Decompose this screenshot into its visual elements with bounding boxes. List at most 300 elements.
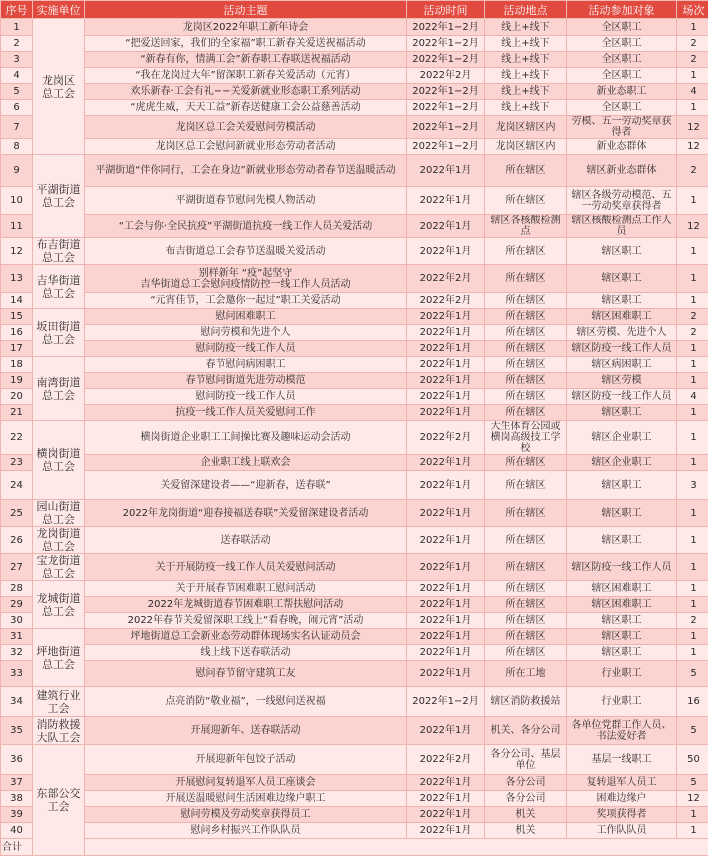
table-row [1, 527, 708, 554]
cell-place: 辖区消防救援站 [485, 687, 567, 717]
cell-count: 2 [677, 155, 708, 187]
cell-target: 辖区核酸检测点工作人员 [567, 215, 677, 238]
cell-time: 2022年2月 [407, 745, 485, 775]
cell-theme: 关爱留深建设者——“迎新春，送春联” [85, 471, 407, 500]
cell-place: 线上+线下 [485, 19, 567, 36]
cell-place: 龙岗区辖区内 [485, 116, 567, 139]
cell-count: 1 [677, 807, 708, 823]
cell-count: 4 [677, 389, 708, 405]
cell-seq: 3 [1, 52, 33, 68]
cell-seq: 18 [1, 357, 33, 373]
cell-seq: 6 [1, 100, 33, 116]
cell-theme: 抗疫一线工作人员关爱慰问工作 [85, 405, 407, 421]
cell-time: 2022年1−2月 [407, 36, 485, 52]
cell-count: 1 [677, 68, 708, 84]
cell-time: 2022年1月 [407, 155, 485, 187]
table-row [1, 389, 708, 405]
table-row [1, 357, 708, 373]
cell-time: 2022年1−2月 [407, 52, 485, 68]
cell-time: 2022年1−2月 [407, 687, 485, 717]
cell-theme: 平湖街道春节慰问先模人物活动 [85, 187, 407, 215]
cell-time: 2022年1月 [407, 309, 485, 325]
cell-seq: 39 [1, 807, 33, 823]
table-row [1, 775, 708, 791]
cell-target: 辖区劳模 [567, 373, 677, 389]
cell-target: 各单位党群工作人员、书法爱好者 [567, 717, 677, 745]
cell-place: 所在辖区 [485, 357, 567, 373]
cell-time: 2022年1月 [407, 613, 485, 629]
cell-place: 所在辖区 [485, 155, 567, 187]
cell-count: 2 [677, 309, 708, 325]
cell-unit: 南湾街道 总工会 [33, 357, 85, 421]
cell-place: 所在辖区 [485, 341, 567, 357]
cell-seq: 36 [1, 745, 33, 775]
cell-seq: 30 [1, 613, 33, 629]
cell-theme: 2022年春节关爱留深职工线上“看春晚，闹元宵”活动 [85, 613, 407, 629]
cell-target: 辖区职工 [567, 645, 677, 661]
cell-seq: 23 [1, 455, 33, 471]
cell-target: 新业态职工 [567, 84, 677, 100]
cell-count: 1 [677, 293, 708, 309]
table-row [1, 807, 708, 823]
cell-seq: 37 [1, 775, 33, 791]
cell-theme: 龙岗区总工会关爱慰问劳模活动 [85, 116, 407, 139]
cell-seq: 9 [1, 155, 33, 187]
cell-time: 2022年1月 [407, 373, 485, 389]
cell-place: 所在辖区 [485, 238, 567, 265]
cell-time: 2022年1月 [407, 629, 485, 645]
cell-count: 1 [677, 357, 708, 373]
cell-theme: 慰问困难职工 [85, 309, 407, 325]
cell-seq: 29 [1, 597, 33, 613]
cell-theme: 2022年龙岗街道“迎春接福送春联”关爱留深建设者活动 [85, 500, 407, 527]
cell-count: 1 [677, 645, 708, 661]
cell-count: 1 [677, 629, 708, 645]
cell-place: 所在辖区 [485, 471, 567, 500]
table-row [1, 717, 708, 745]
cell-target: 辖区职工 [567, 527, 677, 554]
cell-count: 50 [677, 745, 708, 775]
table-row [1, 36, 708, 52]
cell-seq: 27 [1, 554, 33, 581]
table-row [1, 405, 708, 421]
cell-place: 所在辖区 [485, 554, 567, 581]
cell-target: 困难边缘户 [567, 791, 677, 807]
cell-target: 行业职工 [567, 687, 677, 717]
cell-time: 2022年1月 [407, 661, 485, 687]
cell-target: 辖区防疫一线工作人员 [567, 341, 677, 357]
cell-time: 2022年1月 [407, 187, 485, 215]
cell-target: 辖区病困职工 [567, 357, 677, 373]
cell-seq: 14 [1, 293, 33, 309]
cell-count: 1 [677, 500, 708, 527]
cell-target: 复转退军人员工 [567, 775, 677, 791]
cell-place: 机关、各分公司 [485, 717, 567, 745]
header-place: 活动地点 [485, 1, 567, 19]
cell-seq: 8 [1, 139, 33, 155]
cell-place: 所在辖区 [485, 389, 567, 405]
cell-place: 所在辖区 [485, 597, 567, 613]
header-count: 场次 [677, 1, 708, 19]
cell-place: 所在辖区 [485, 405, 567, 421]
cell-time: 2022年1月 [407, 455, 485, 471]
cell-target: 辖区职工 [567, 265, 677, 293]
cell-unit: 建筑行业 工会 [33, 687, 85, 717]
cell-target: 全区职工 [567, 36, 677, 52]
cell-unit: 平湖街道 总工会 [33, 155, 85, 238]
cell-target: 全区职工 [567, 52, 677, 68]
cell-place: 所在辖区 [485, 613, 567, 629]
header-target: 活动参加对象 [567, 1, 677, 19]
table-row [1, 215, 708, 238]
cell-time: 2022年1月 [407, 823, 485, 839]
cell-seq: 17 [1, 341, 33, 357]
cell-seq: 15 [1, 309, 33, 325]
cell-count: 12 [677, 215, 708, 238]
cell-seq: 26 [1, 527, 33, 554]
cell-theme: 春节慰问街道先进劳动模范 [85, 373, 407, 389]
cell-place: 线上+线下 [485, 52, 567, 68]
cell-target: 辖区防疫一线工作人员 [567, 554, 677, 581]
cell-count: 1 [677, 527, 708, 554]
cell-time: 2022年1月 [407, 717, 485, 745]
cell-target: 辖区职工 [567, 293, 677, 309]
cell-count: 1 [677, 341, 708, 357]
cell-time: 2022年1月 [407, 807, 485, 823]
cell-time: 2022年1月 [407, 341, 485, 357]
cell-count: 5 [677, 775, 708, 791]
cell-target: 辖区各级劳动模范、五一劳动奖章获得者 [567, 187, 677, 215]
cell-seq: 24 [1, 471, 33, 500]
cell-seq: 10 [1, 187, 33, 215]
table-row [1, 341, 708, 357]
cell-count: 1 [677, 455, 708, 471]
cell-seq: 32 [1, 645, 33, 661]
cell-place: 所在辖区 [485, 325, 567, 341]
cell-count: 1 [677, 238, 708, 265]
cell-target: 劳模、五一劳动奖章获得者 [567, 116, 677, 139]
cell-theme: “工会与你·全民抗疫”平湖街道抗疫一线工作人员关爱活动 [85, 215, 407, 238]
header-time: 活动时间 [407, 1, 485, 19]
cell-target: 辖区困难职工 [567, 597, 677, 613]
cell-unit: 园山街道 总工会 [33, 500, 85, 527]
cell-seq: 20 [1, 389, 33, 405]
cell-count: 5 [677, 661, 708, 687]
cell-theme: 开展迎新年、送春联活动 [85, 717, 407, 745]
cell-target: 辖区企业职工 [567, 455, 677, 471]
cell-count: 1 [677, 823, 708, 839]
cell-seq: 11 [1, 215, 33, 238]
table-row [1, 155, 708, 187]
table-row [1, 581, 708, 597]
cell-target: 基层一线职工 [567, 745, 677, 775]
cell-time: 2022年2月 [407, 265, 485, 293]
table-row [1, 68, 708, 84]
cell-theme: 龙岗区2022年职工新年诗会 [85, 19, 407, 36]
cell-time: 2022年1月 [407, 645, 485, 661]
cell-target: 辖区企业职工 [567, 421, 677, 455]
table-row [1, 293, 708, 309]
cell-place: 所在工地 [485, 661, 567, 687]
cell-place: 各分公司 [485, 775, 567, 791]
cell-seq: 28 [1, 581, 33, 597]
cell-time: 2022年1月 [407, 357, 485, 373]
table-row [1, 139, 708, 155]
cell-theme: 慰问春节留守建筑工友 [85, 661, 407, 687]
cell-theme: 关于开展防疫一线工作人员关爱慰问活动 [85, 554, 407, 581]
cell-time: 2022年1月 [407, 389, 485, 405]
cell-place: 机关 [485, 823, 567, 839]
cell-theme: 慰问劳模和先进个人 [85, 325, 407, 341]
cell-theme: “我在龙岗过大年”留深职工新春关爱活动（元宵） [85, 68, 407, 84]
cell-theme: 送春联活动 [85, 527, 407, 554]
cell-target: 全区职工 [567, 100, 677, 116]
cell-theme: 平湖街道“伴你同行，工会在身边”新就业形态劳动者春节送温暖活动 [85, 155, 407, 187]
cell-unit: 坂田街道 总工会 [33, 309, 85, 357]
cell-count: 2 [677, 613, 708, 629]
table-body [1, 19, 708, 856]
table-row [1, 645, 708, 661]
cell-place: 所在辖区 [485, 265, 567, 293]
cell-count: 1 [677, 405, 708, 421]
table-row [1, 187, 708, 215]
cell-count: 12 [677, 791, 708, 807]
cell-count: 1 [677, 597, 708, 613]
cell-theme: 开展迎新年包饺子活动 [85, 745, 407, 775]
cell-target: 新业态群体 [567, 139, 677, 155]
cell-target: 工作队队员 [567, 823, 677, 839]
cell-theme: 春节慰问病困职工 [85, 357, 407, 373]
cell-count: 2 [677, 36, 708, 52]
cell-place: 线上+线下 [485, 68, 567, 84]
cell-place: 所在辖区 [485, 645, 567, 661]
cell-time: 2022年1月 [407, 775, 485, 791]
cell-theme: “新春有你，情满工会”新春职工春联送祝福活动 [85, 52, 407, 68]
table-row [1, 791, 708, 807]
cell-seq: 1 [1, 19, 33, 36]
cell-theme: 横岗街道企业职工工间操比赛及趣味运动会活动 [85, 421, 407, 455]
cell-theme: 开展送温暖慰问生活困难边缘户职工 [85, 791, 407, 807]
cell-place: 所在辖区 [485, 527, 567, 554]
table-row [1, 629, 708, 645]
cell-count: 2 [677, 325, 708, 341]
cell-time: 2022年1月 [407, 471, 485, 500]
cell-time: 2022年1月 [407, 597, 485, 613]
table-row [1, 309, 708, 325]
cell-target: 辖区劳模、先进个人 [567, 325, 677, 341]
header-unit: 实施单位 [33, 1, 85, 19]
cell-place: 线上+线下 [485, 100, 567, 116]
cell-count: 1 [677, 373, 708, 389]
table-row [1, 100, 708, 116]
cell-place: 所在辖区 [485, 373, 567, 389]
cell-target: 辖区职工 [567, 238, 677, 265]
cell-time: 2022年1月 [407, 581, 485, 597]
cell-place: 所在辖区 [485, 455, 567, 471]
total-label: 合计 [1, 839, 33, 856]
cell-unit: 消防救援 大队工会 [33, 717, 85, 745]
table-row [1, 597, 708, 613]
cell-seq: 16 [1, 325, 33, 341]
cell-place: 机关 [485, 807, 567, 823]
table-row [1, 84, 708, 100]
cell-seq: 7 [1, 116, 33, 139]
cell-time: 2022年1月 [407, 554, 485, 581]
cell-target: 全区职工 [567, 19, 677, 36]
cell-theme: 关于开展春节困难职工慰问活动 [85, 581, 407, 597]
cell-time: 2022年1−2月 [407, 139, 485, 155]
cell-target: 辖区困难职工 [567, 581, 677, 597]
cell-seq: 13 [1, 265, 33, 293]
cell-time: 2022年2月 [407, 293, 485, 309]
table-row [1, 325, 708, 341]
cell-unit: 龙岗区 总工会 [33, 19, 85, 155]
cell-unit: 宝龙街道 总工会 [33, 554, 85, 581]
cell-theme: 慰问防疫一线工作人员 [85, 341, 407, 357]
cell-unit: 龙岗街道 总工会 [33, 527, 85, 554]
cell-theme: 开展慰问复转退军人员工座谈会 [85, 775, 407, 791]
cell-place: 所在辖区 [485, 581, 567, 597]
cell-time: 2022年1月 [407, 215, 485, 238]
cell-time: 2022年1−2月 [407, 84, 485, 100]
cell-time: 2022年1月 [407, 527, 485, 554]
cell-seq: 38 [1, 791, 33, 807]
cell-theme: “把爱送回家，我们的全家福”职工新春关爱送祝福活动 [85, 36, 407, 52]
cell-target: 辖区职工 [567, 500, 677, 527]
cell-theme: 慰问防疫一线工作人员 [85, 389, 407, 405]
cell-place: 所在辖区 [485, 309, 567, 325]
cell-target: 辖区职工 [567, 629, 677, 645]
cell-seq: 35 [1, 717, 33, 745]
table-row [1, 421, 708, 455]
cell-time: 2022年1月 [407, 238, 485, 265]
cell-time: 2022年1−2月 [407, 116, 485, 139]
table-row [1, 823, 708, 839]
cell-theme: 别样新年 “疫”起坚守 吉华街道总工会慰问疫情防控一线工作人员活动 [85, 265, 407, 293]
cell-target: 辖区职工 [567, 471, 677, 500]
cell-unit: 横岗街道 总工会 [33, 421, 85, 500]
cell-theme: “元宵佳节，工会邀你一起过”职工关爱活动 [85, 293, 407, 309]
table-row [1, 116, 708, 139]
cell-unit: 坪地街道 总工会 [33, 629, 85, 687]
table-row [1, 613, 708, 629]
cell-count: 4 [677, 84, 708, 100]
cell-place: 线上+线下 [485, 36, 567, 52]
cell-theme: 布吉街道总工会春节送温暖关爱活动 [85, 238, 407, 265]
cell-time: 2022年1月 [407, 791, 485, 807]
cell-time: 2022年1月 [407, 500, 485, 527]
table-row [1, 500, 708, 527]
cell-theme: 龙岗区总工会慰问新就业形态劳动者活动 [85, 139, 407, 155]
cell-unit: 东部公交 工会 [33, 745, 85, 856]
total-spacer [85, 839, 708, 856]
cell-count: 16 [677, 687, 708, 717]
cell-theme: 企业职工线上联欢会 [85, 455, 407, 471]
cell-time: 2022年1−2月 [407, 100, 485, 116]
cell-count: 3 [677, 471, 708, 500]
cell-theme: 点亮消防“敬业福”，一线慰问送祝福 [85, 687, 407, 717]
table-row [1, 373, 708, 389]
cell-time: 2022年1−2月 [407, 19, 485, 36]
header-row [1, 1, 708, 19]
cell-place: 所在辖区 [485, 293, 567, 309]
cell-count: 1 [677, 265, 708, 293]
cell-target: 辖区职工 [567, 405, 677, 421]
cell-seq: 2 [1, 36, 33, 52]
cell-count: 12 [677, 139, 708, 155]
table-row [1, 471, 708, 500]
cell-target: 行业职工 [567, 661, 677, 687]
cell-theme: 欢乐新春·工会有礼−−关爱新就业形态职工系列活动 [85, 84, 407, 100]
cell-place: 大生体育公园或横岗高级技工学校 [485, 421, 567, 455]
cell-target: 辖区防疫一线工作人员 [567, 389, 677, 405]
cell-seq: 5 [1, 84, 33, 100]
table-row [1, 687, 708, 717]
cell-unit: 布吉街道 总工会 [33, 238, 85, 265]
cell-theme: 慰问乡村振兴工作队队员 [85, 823, 407, 839]
cell-time: 2022年2月 [407, 68, 485, 84]
cell-count: 1 [677, 581, 708, 597]
cell-seq: 4 [1, 68, 33, 84]
cell-theme: 线上线下送春联活动 [85, 645, 407, 661]
cell-seq: 19 [1, 373, 33, 389]
header-theme: 活动主题 [85, 1, 407, 19]
cell-count: 1 [677, 19, 708, 36]
table-row [1, 19, 708, 36]
cell-time: 2022年1月 [407, 405, 485, 421]
cell-seq: 21 [1, 405, 33, 421]
table-row [1, 745, 708, 775]
cell-seq: 31 [1, 629, 33, 645]
cell-target: 辖区新业态群体 [567, 155, 677, 187]
cell-place: 辖区各核酸检测点 [485, 215, 567, 238]
cell-target: 全区职工 [567, 68, 677, 84]
cell-unit: 吉华街道 总工会 [33, 265, 85, 309]
cell-place: 所在辖区 [485, 629, 567, 645]
cell-place: 所在辖区 [485, 500, 567, 527]
cell-time: 2022年1月 [407, 325, 485, 341]
cell-place: 各分公司 [485, 791, 567, 807]
cell-seq: 34 [1, 687, 33, 717]
cell-target: 辖区困难职工 [567, 309, 677, 325]
cell-unit: 龙城街道 总工会 [33, 581, 85, 629]
cell-place: 所在辖区 [485, 187, 567, 215]
header-seq: 序号 [1, 1, 33, 19]
cell-place: 各分公司、基层单位 [485, 745, 567, 775]
table-row [1, 238, 708, 265]
cell-seq: 12 [1, 238, 33, 265]
cell-count: 1 [677, 421, 708, 455]
total-row [1, 839, 708, 856]
cell-target: 辖区职工 [567, 613, 677, 629]
cell-time: 2022年2月 [407, 421, 485, 455]
cell-theme: “虎虎生威，天天工益”新春送健康工会公益慈善活动 [85, 100, 407, 116]
cell-seq: 33 [1, 661, 33, 687]
cell-count: 12 [677, 116, 708, 139]
table-row [1, 265, 708, 293]
cell-count: 1 [677, 554, 708, 581]
cell-count: 2 [677, 52, 708, 68]
table-row [1, 455, 708, 471]
cell-seq: 25 [1, 500, 33, 527]
cell-theme: 2022年龙城街道春节困难职工帮扶慰问活动 [85, 597, 407, 613]
cell-seq: 22 [1, 421, 33, 455]
table-row [1, 661, 708, 687]
cell-place: 线上+线下 [485, 84, 567, 100]
cell-count: 5 [677, 717, 708, 745]
table-row [1, 52, 708, 68]
cell-target: 奖项获得者 [567, 807, 677, 823]
